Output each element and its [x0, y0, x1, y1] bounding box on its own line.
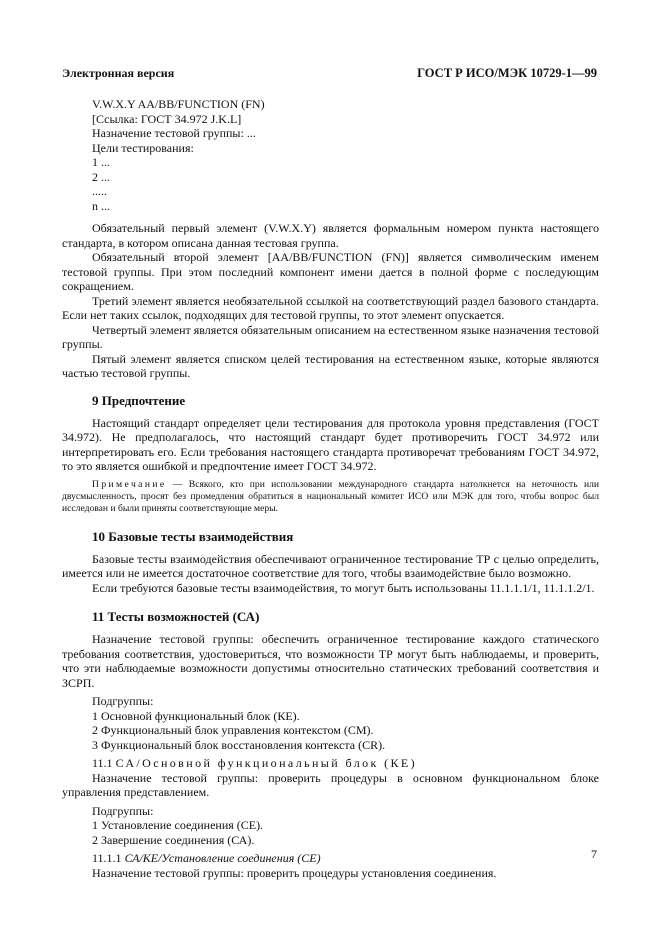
note [62, 479, 599, 515]
subsection-title: СА/Основной функциональный блок (КЕ) [115, 756, 418, 770]
paragraph: Назначение тестовой группы: проверить процедуры установления соединения. [92, 865, 497, 880]
paragraph: Четвертый элемент является обязательным описанием на естественном языке назначения тестовой группы. [62, 322, 599, 351]
note-text: — Всякого, кто при использовании международного стандарта натолкнется на неточность или двусмысленность, просят без промедления обратиться в национальный комитет ИСО или МЭК для того, чтобы вопрос был исследован и были приняты соответствующие меры. [62, 478, 599, 514]
paragraph: Пятый элемент является списком целей тестирования на естественном языке, которые являются частью тестовой группы. [62, 351, 599, 380]
template-line: [Ссылка: ГОСТ 34.972 J.K.L] [92, 111, 242, 126]
template-line: Назначение тестовой группы: ... [92, 126, 256, 140]
list-item: 3 Функциональный блок восстановления контекста (CR). [92, 737, 386, 752]
header-standard-number: ГОСТ Р ИСО/МЭК 10729-1—99 [417, 66, 597, 80]
subsection-number: 11.1.1 [92, 851, 125, 865]
list-item: 1 Основной функциональный блок (КЕ). [92, 708, 300, 723]
note-label: Примечание [92, 478, 167, 490]
section-heading-11: 11 Тесты возможностей (СА) [92, 609, 260, 624]
subgroups-label: Подгруппы: [92, 803, 154, 818]
subsection-heading-11-1-1 [62, 851, 599, 866]
section-heading-9: 9 Предпочтение [92, 392, 186, 408]
paragraph: Назначение тестовой группы: обеспечить ограниченное тестирование каждого статического требования соответствия, удостовериться, что возможности ТР могут быть наблюдаемы, и проверить, что эти наблюдаемые возможности допустимы относительно статических требований соответствия и ЗСРП. [62, 632, 599, 690]
list-item: 1 Установление соединения (СЕ). [92, 818, 264, 832]
template-line: ..... [92, 184, 107, 198]
page-content [62, 97, 599, 880]
paragraph: Обязательный второй элемент [AA/BB/FUNCTION (FN)] является символическим именем тестовой группы. При этом последний компонент имени дается в полной форме с последующим сокращением. [62, 250, 599, 293]
template-line: 2 ... [92, 169, 110, 184]
paragraph: Базовые тесты взаимодействия обеспечивают ограниченное тестирование ТР с целью определить, имеется или не имеется достаточное соответствие для того, чтобы взаимодействие было возможно. [62, 551, 599, 580]
paragraph: Настоящий стандарт определяет цели тестирования для протокола уровня представления (ГОСТ 34.972). Не предполагалось, что настоящий стандарт будет противоречить ГОСТ 34.972 или интерпретировать его. Если требования настоящего стандарта противоречат требованиям ГОСТ 34.972, то это является ошибкой и предпочтение имеет ГОСТ 34.972. [62, 415, 599, 473]
paragraph: Назначение тестовой группы: проверить процедуры в основном функциональном блоке управления представлением. [62, 770, 599, 799]
test-group-template [62, 97, 599, 213]
section-heading-10: 10 Базовые тесты взаимодействия [92, 528, 294, 544]
list-item: 2 Функциональный блок управления контекстом (СМ). [92, 723, 374, 737]
subsection-title: СА/КЕ/Установление соединения (СЕ) [124, 851, 321, 865]
template-line: V.W.X.Y AA/BB/FUNCTION (FN) [92, 97, 265, 111]
subsection-heading-11-1 [62, 756, 599, 771]
list-item: 2 Завершение соединения (СА). [92, 832, 255, 847]
page-number: 7 [591, 847, 597, 861]
template-line: n ... [92, 198, 110, 213]
subsection-number: 11.1 [92, 756, 116, 770]
template-line: Цели тестирования: [92, 140, 194, 155]
subgroups-label: Подгруппы: [92, 694, 154, 708]
paragraph: Обязательный первый элемент (V.W.X.Y) является формальным номером пункта настоящего стандарта, в котором описана данная тестовая группа. [62, 221, 599, 250]
template-line: 1 ... [92, 155, 110, 169]
header-edition-label: Электронная версия [62, 66, 175, 80]
paragraph: Третий элемент является необязательной ссылкой на соответствующий раздел базового стандарта. Если нет таких ссылок, подходящих для тестовой группы, то этот элемент опускается. [62, 293, 599, 322]
paragraph: Если требуются базовые тесты взаимодействия, то могут быть использованы 11.1.1.1/1, 11.1.1.2/1. [92, 580, 595, 595]
